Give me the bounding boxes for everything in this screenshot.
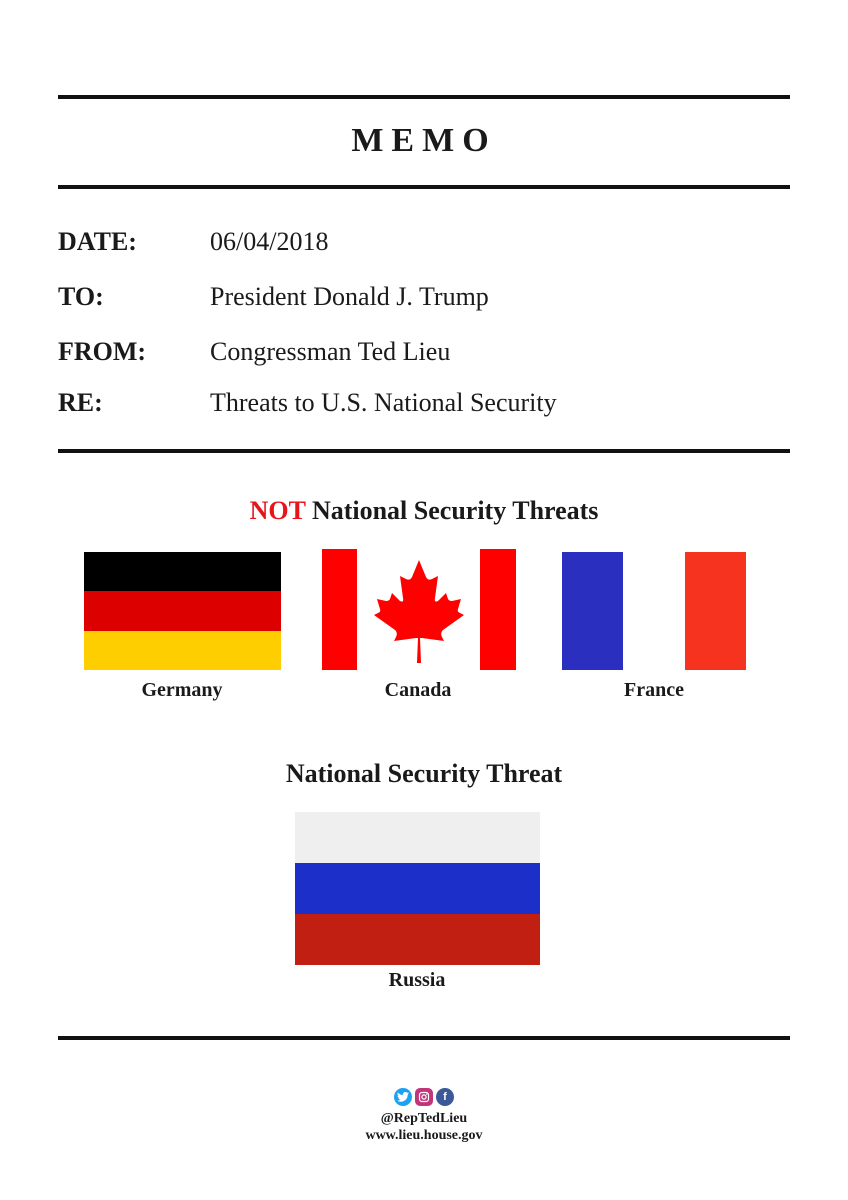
website-link[interactable]: www.lieu.house.gov bbox=[365, 1128, 483, 1143]
instagram-icon[interactable] bbox=[415, 1088, 433, 1106]
to-value: President Donald J. Trump bbox=[210, 282, 489, 311]
germany-stripe-gold bbox=[84, 631, 281, 670]
from-value: Congressman Ted Lieu bbox=[210, 337, 451, 366]
russia-stripe-blue bbox=[295, 863, 540, 914]
facebook-icon[interactable]: f bbox=[436, 1088, 454, 1106]
france-stripe-white bbox=[623, 552, 685, 670]
canada-flag bbox=[322, 549, 516, 670]
germany-flag bbox=[84, 552, 281, 670]
not-threats-heading-text: National Security Threats bbox=[305, 496, 599, 525]
russia-stripe-red bbox=[295, 914, 540, 965]
russia-flag bbox=[295, 812, 540, 965]
canada-label: Canada bbox=[384, 679, 452, 701]
canada-flag-graphic bbox=[322, 549, 516, 670]
title-divider bbox=[58, 185, 790, 189]
france-stripe-red bbox=[685, 552, 746, 670]
from-label: FROM: bbox=[58, 337, 147, 366]
to-label: TO: bbox=[58, 282, 104, 311]
top-divider bbox=[58, 95, 790, 99]
date-value: 06/04/2018 bbox=[210, 227, 329, 256]
france-stripe-blue bbox=[562, 552, 623, 670]
germany-label: Germany bbox=[141, 679, 223, 701]
bottom-divider bbox=[58, 1036, 790, 1040]
re-label: RE: bbox=[58, 388, 103, 417]
russia-label: Russia bbox=[388, 969, 446, 991]
social-icons bbox=[0, 1088, 848, 1106]
france-label: France bbox=[624, 679, 684, 701]
re-value: Threats to U.S. National Security bbox=[210, 388, 557, 417]
date-label: DATE: bbox=[58, 227, 137, 256]
twitter-icon[interactable] bbox=[394, 1088, 412, 1106]
not-word: NOT bbox=[249, 496, 306, 525]
twitter-handle[interactable]: @RepTedLieu bbox=[380, 1111, 468, 1126]
header-divider bbox=[58, 449, 790, 453]
france-flag bbox=[562, 552, 746, 670]
germany-stripe-red bbox=[84, 591, 281, 631]
not-threats-heading bbox=[0, 496, 848, 526]
germany-stripe-black bbox=[84, 552, 281, 591]
memo-title: MEMO bbox=[351, 122, 497, 159]
russia-stripe-white bbox=[295, 812, 540, 863]
threat-heading: National Security Threat bbox=[285, 759, 563, 788]
